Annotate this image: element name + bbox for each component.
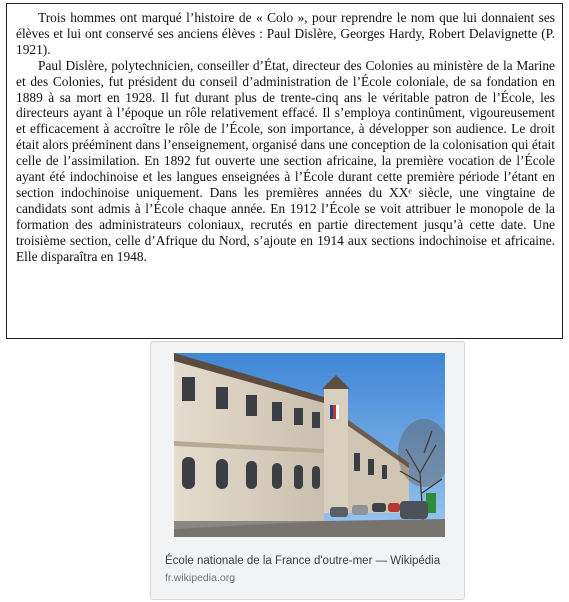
image-title-link[interactable]: École nationale de la France d'outre-mer — Wikipédia (165, 555, 441, 567)
paragraph-disleres-role: Paul Dislère, polytechnicien, conseiller d’État, directeur des Colonies au ministère de la Marine et des Colonies, fut président du conseil d’administration de l’École coloniale, de sa fondation en 1889 à sa mort en 1928. Il fut durant plus de trente-cinq ans le véritable patron de l’École, les directeurs ayant à l’époque un rôle relativement effacé. Il s’employa continûment, vigoureusement et efficacement à accroître le rôle de l’École, son importance, à développer son audience. Le droit était alors prééminent dans l’enseignement, organisé dans une conception de la colonisation qui était celle de l’assimilation. En 1892 fut ouverte une section africaine, la première vocation de l’École ayant été indochinoise et les langues enseignées à l’École durant cette première période l’étant en section indochinoise uniquement. Dans les premières années du XXᵉ siècle, une vingtaine de candidats sont admis à l’École chaque année. En 1912 l’École se voit attribuer le monopole de la formation des administrateurs coloniaux, recrutés en partie directement jusqu’à cette date. Une troisième section, celle d’Afrique du Nord, s’ajoute en 1914 aux sections indochinoise et africaine. Elle disparaîtra en 1948. (16, 57, 555, 264)
image-caption (165, 554, 455, 586)
image-result-card[interactable] (150, 341, 465, 600)
scanned-text-excerpt (6, 3, 563, 339)
building-photo[interactable] (174, 353, 445, 537)
image-source-domain: fr.wikipedia.org (165, 572, 236, 584)
paragraph-intro: Trois hommes ont marqué l’histoire de « Colo », pour reprendre le nom que lui donnaient ses élèves et lui ont conservé ses anciens élèves : Paul Dislère, Georges Hardy, Robert Delavignette (P. 1921). (16, 10, 555, 57)
